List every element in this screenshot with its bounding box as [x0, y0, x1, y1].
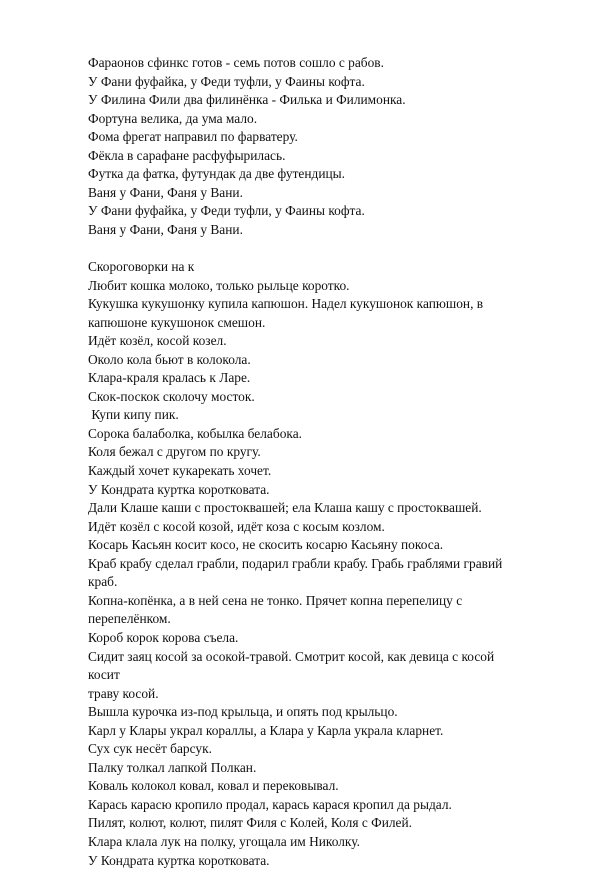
- text-line: Любит кошка молоко, только рыльце коротко.: [88, 277, 350, 293]
- text-line: Сух сук несёт барсук.: [88, 741, 212, 757]
- section-heading: Скороговорки на к: [88, 259, 195, 275]
- text-line: Карась карасю кропило продал, карась карася кропил да рыдал.: [88, 796, 452, 812]
- blank-line: [88, 239, 528, 258]
- text-line: Вышла курочка из-под крыльца, и опять под крыльцо.: [88, 704, 398, 720]
- text-line: Фортуна велика, да ума мало.: [88, 110, 258, 126]
- text-line: Палку толкал лапкой Полкан.: [88, 759, 257, 775]
- text-line: Купи кипу пик.: [88, 407, 179, 423]
- text-line: Фараонов сфинкс готов - семь потов сошло с рабов.: [88, 55, 384, 70]
- text-line: Короб корок корова съела.: [88, 629, 239, 645]
- text-line: Косарь Касьян косит косо, не скосить косарю Касьяну покоса.: [88, 537, 444, 553]
- text-line: Копна-копёнка, а в ней сена не тонко. Прячет копна перепелицу с: [88, 592, 463, 608]
- text-line: Клара клала лук на полку, угощала им Николку.: [88, 833, 360, 849]
- text-line: траву косой.: [88, 685, 159, 701]
- tongue-twister-text: [88, 54, 528, 870]
- text-line: Около кола бьют в колокола.: [88, 351, 251, 367]
- text-line: Краб крабу сделал грабли, подарил грабли крабу. Грабь граблями гравий: [88, 555, 503, 571]
- text-line: перепелёнком.: [88, 611, 171, 627]
- text-line: Скок-поскок сколочу мосток.: [88, 388, 255, 404]
- text-line: Фёкла в сарафане расфуфырилась.: [88, 147, 286, 163]
- text-line: У Фани фуфайка, у Феди туфли, у Фаины кофта.: [88, 73, 365, 89]
- text-line: Кукушка кукушонку купила капюшон. Надел кукушонок капюшон, в: [88, 296, 484, 312]
- text-line: Клара-краля кралась к Ларе.: [88, 370, 251, 386]
- text-line: Дали Клаше каши с простоквашей; ела Клаша кашу с простоквашей.: [88, 500, 482, 516]
- text-line: Коля бежал с другом по кругу.: [88, 444, 261, 460]
- text-line: Коваль колокол ковал, ковал и перековывал.: [88, 778, 339, 794]
- text-line: Идёт козёл с косой козой, идёт коза с косым козлом.: [88, 518, 385, 534]
- text-line: Фома фрегат направил по фарватеру.: [88, 129, 298, 145]
- text-line: краб.: [88, 574, 118, 590]
- text-line: У Филина Фили два филинёнка - Филька и Филимонка.: [88, 92, 406, 108]
- text-line: Ваня у Фани, Фаня у Вани.: [88, 184, 243, 200]
- text-line: Идёт козёл, косой козел.: [88, 333, 227, 349]
- text-line: Каждый хочет кукарекать хочет.: [88, 463, 272, 479]
- text-line: Сорока балаболка, кобылка белабока.: [88, 425, 302, 441]
- text-line: У Фани фуфайка, у Феди туфли, у Фаины кофта.: [88, 203, 365, 219]
- text-line: У Кондрата куртка коротковата.: [88, 481, 270, 497]
- text-line: У Кондрата куртка коротковата.: [88, 852, 270, 868]
- text-line: Ваня у Фани, Фаня у Вани.: [88, 221, 243, 237]
- text-line: Футка да фатка, футундак да две футендицы.: [88, 166, 346, 182]
- text-line: Сидит заяц косой за осокой-травой. Смотрит косой, как девица с косой косит: [88, 648, 495, 683]
- text-line: Пилят, колют, колют, пилят Филя с Колей, Коля с Филей.: [88, 815, 413, 831]
- text-line: Карл у Клары украл кораллы, а Клара у Карла украла кларнет.: [88, 722, 444, 738]
- text-line: капюшоне кукушонок смешон.: [88, 314, 266, 330]
